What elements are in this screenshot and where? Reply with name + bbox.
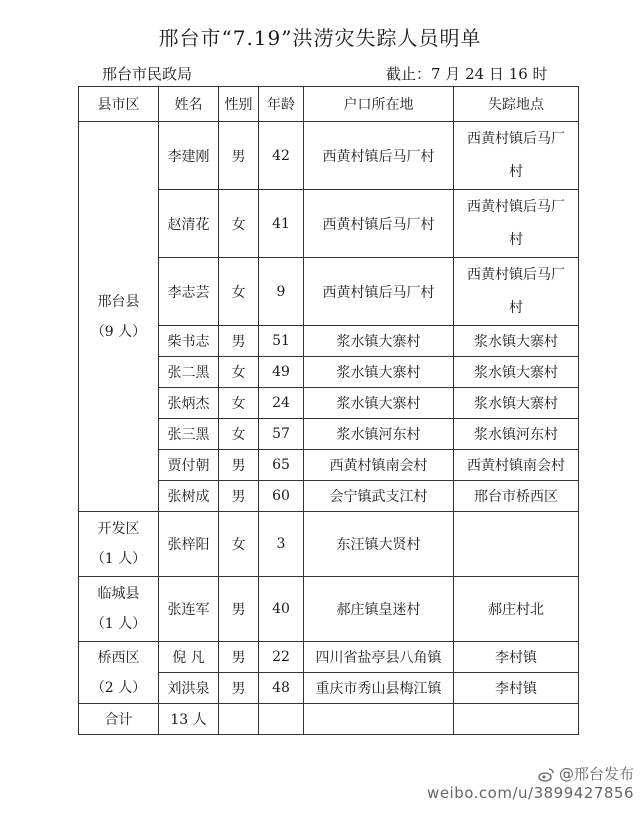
table-row [79,577,579,642]
person-hukou: 浆水镇大寨村 [304,357,454,388]
person-hukou: 西黄村镇后马厂村 [304,190,454,258]
person-age: 22 [259,642,304,673]
person-gender: 女 [219,512,259,577]
person-missing-location: 浆水镇大寨村 [454,326,579,357]
person-hukou: 郝庄镇皇迷村 [304,577,454,642]
empty-cell [304,704,454,735]
person-missing-location [454,190,579,258]
person-name: 张二黑 [159,357,219,388]
person-name: 倪 凡 [159,642,219,673]
region-count: （1 人） [90,551,147,567]
region-cell [79,512,159,577]
table-row [79,642,579,673]
person-age: 51 [259,326,304,357]
person-hukou: 会宁镇武支江村 [304,481,454,512]
person-name: 张三黑 [159,419,219,450]
person-hukou: 东汪镇大贤村 [304,512,454,577]
region-name: 邢台县 [97,293,140,310]
header-name: 姓名 [159,87,219,122]
person-age: 65 [259,450,304,481]
person-missing-location: 浆水镇河东村 [454,419,579,450]
person-gender: 男 [219,481,259,512]
person-missing-location: 李村镇 [454,673,579,704]
person-hukou: 浆水镇大寨村 [304,388,454,419]
person-gender: 女 [219,357,259,388]
person-gender: 男 [219,450,259,481]
empty-cell [454,704,579,735]
region-cell [79,642,159,704]
person-hukou: 西黄村镇南会村 [304,450,454,481]
region-name: 开发区 [97,521,140,537]
page-title: 邢台市“7.19”洪涝灾失踪人员明单 [158,26,482,50]
person-missing-location [454,122,579,190]
weibo-icon [538,767,554,783]
missing-location-line2: 村 [509,163,523,180]
person-gender: 男 [219,642,259,673]
region-name: 桥西区 [97,649,140,666]
person-hukou: 西黄村镇后马厂村 [304,258,454,326]
region-cell [79,122,159,512]
person-name: 贾付朝 [159,450,219,481]
table-row [79,122,579,190]
person-gender: 男 [219,326,259,357]
total-row [79,704,579,735]
table-header-row [79,87,579,122]
person-gender: 男 [219,673,259,704]
deadline: 截止：7 月 24 日 16 时 [386,65,548,83]
total-label: 合计 [79,704,159,735]
region-count: （1 人） [90,616,147,632]
person-name: 张梓阳 [159,512,219,577]
region-count: （9 人） [90,323,147,340]
person-name: 张炳杰 [159,388,219,419]
person-age: 9 [259,258,304,326]
missing-location-line2: 村 [509,299,523,316]
empty-cell [259,704,304,735]
person-age: 60 [259,481,304,512]
person-name: 赵清花 [159,190,219,258]
missing-persons-table [78,86,579,735]
person-missing-location [454,258,579,326]
header-missing-location: 失踪地点 [454,87,579,122]
person-gender: 女 [219,190,259,258]
person-hukou: 重庆市秀山县梅江镇 [304,673,454,704]
person-name: 张树成 [159,481,219,512]
empty-cell [219,704,259,735]
person-gender: 女 [219,258,259,326]
person-age: 24 [259,388,304,419]
person-hukou: 西黄村镇后马厂村 [304,122,454,190]
person-hukou: 浆水镇河东村 [304,419,454,450]
person-age: 40 [259,577,304,642]
table-row [79,512,579,577]
person-missing-location: 郝庄村北 [454,577,579,642]
person-age: 57 [259,419,304,450]
person-name: 刘洪泉 [159,673,219,704]
person-missing-location: 浆水镇大寨村 [454,388,579,419]
person-age: 41 [259,190,304,258]
person-age: 49 [259,357,304,388]
region-count: （2 人） [90,679,147,696]
watermark-url: weibo.com/u/3899427856 [427,784,634,802]
person-age: 42 [259,122,304,190]
person-gender: 男 [219,577,259,642]
header-hukou: 户口所在地 [304,87,454,122]
region-name: 临城县 [97,586,140,602]
person-gender: 女 [219,388,259,419]
header-age: 年龄 [259,87,304,122]
watermark-account-text: @邢台发布 [558,765,634,783]
person-name: 李志芸 [159,258,219,326]
person-age: 48 [259,673,304,704]
person-hukou: 四川省盐亭县八角镇 [304,642,454,673]
person-name: 柴书志 [159,326,219,357]
person-hukou: 浆水镇大寨村 [304,326,454,357]
missing-location-line1: 西黄村镇后马厂 [467,198,565,215]
person-age: 3 [259,512,304,577]
watermark-account [427,763,634,784]
missing-location-line1: 西黄村镇后马厂 [467,130,565,147]
missing-location-line1: 西黄村镇后马厂 [467,266,565,283]
missing-location-line2: 村 [509,231,523,248]
person-missing-location: 西黄村镇南会村 [454,450,579,481]
person-missing-location: 邢台市桥西区 [454,481,579,512]
total-value: 13 人 [159,704,219,735]
issuer: 邢台市民政局 [102,65,193,83]
person-name: 李建刚 [159,122,219,190]
region-cell [79,577,159,642]
header-gender: 性别 [219,87,259,122]
header-region: 县市区 [79,87,159,122]
weibo-watermark [427,763,634,802]
person-missing-location: 浆水镇大寨村 [454,357,579,388]
person-name: 张连军 [159,577,219,642]
person-missing-location [454,512,579,577]
person-missing-location: 李村镇 [454,642,579,673]
person-gender: 男 [219,122,259,190]
person-gender: 女 [219,419,259,450]
